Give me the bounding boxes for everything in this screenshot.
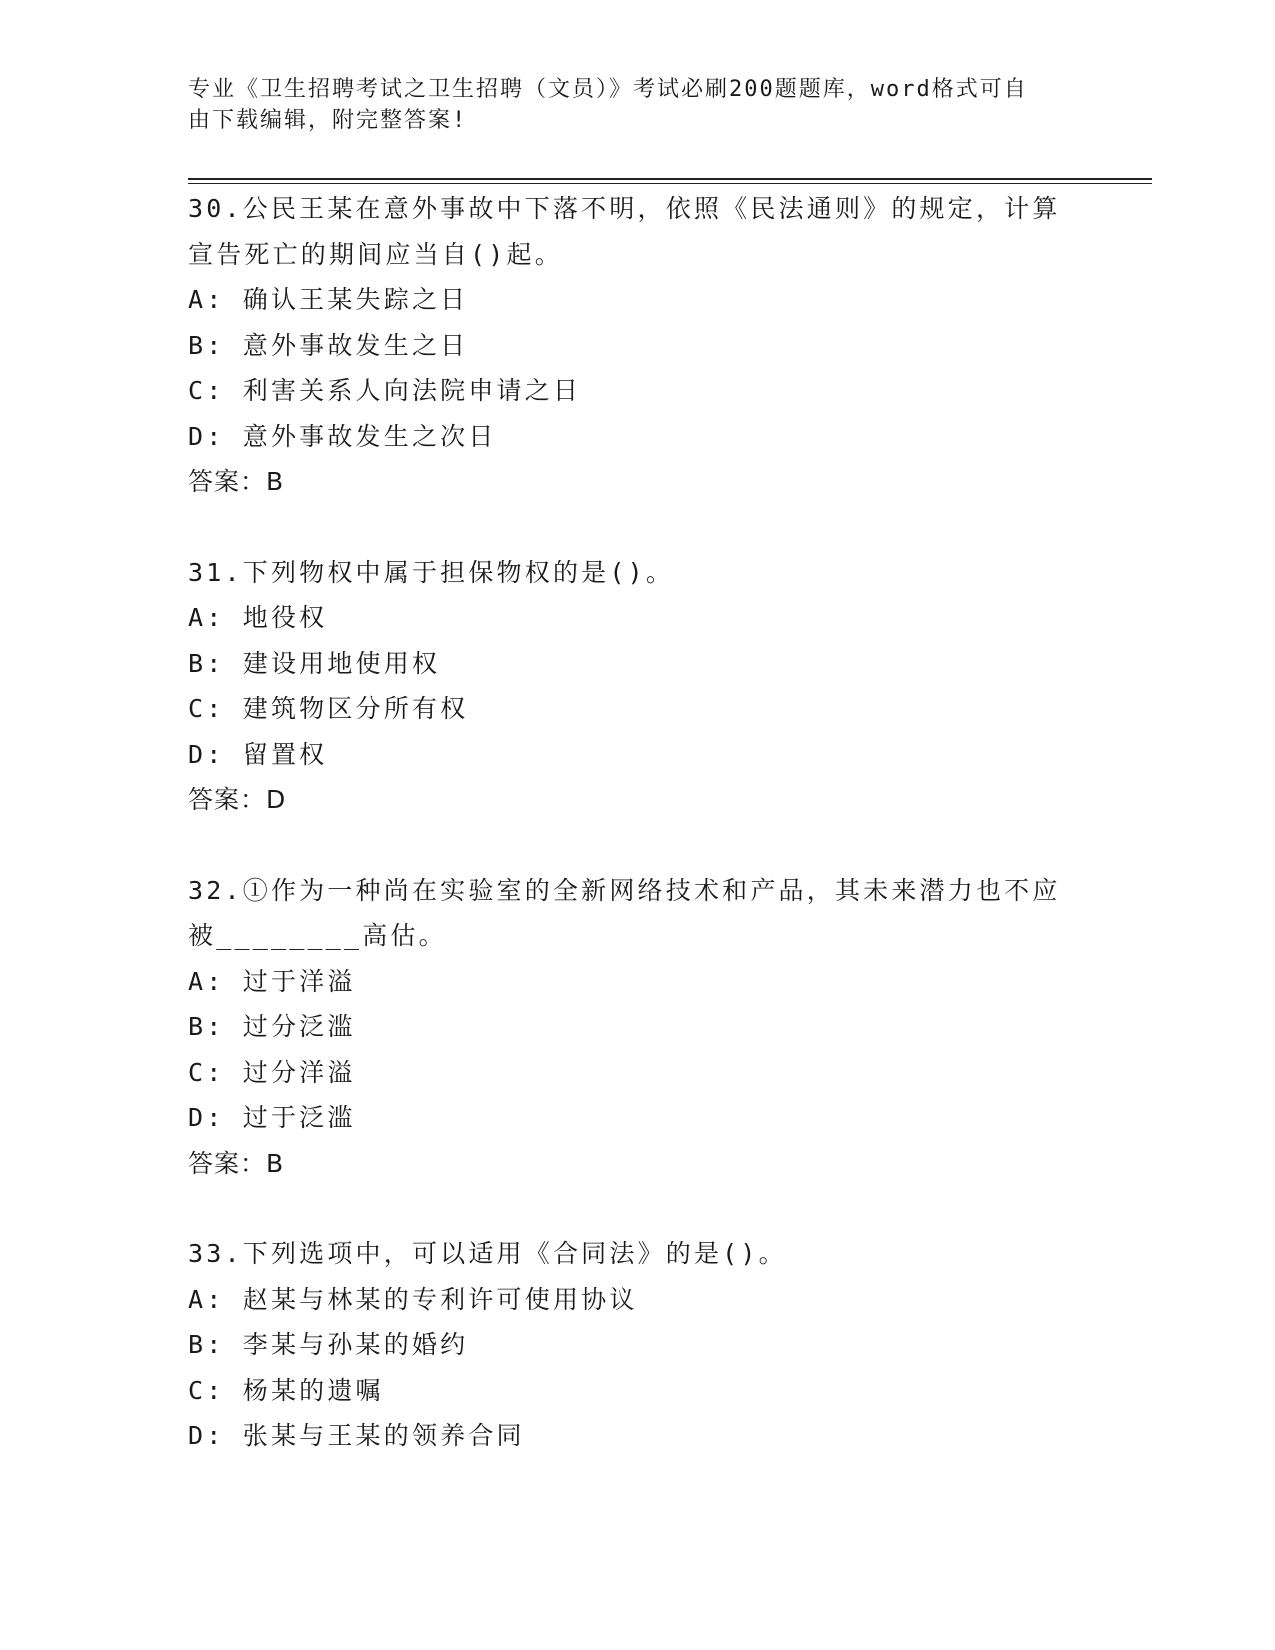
header-line-2: 由下载编辑，附完整答案! xyxy=(188,108,468,133)
option-b: B: 过分泛滥 xyxy=(188,1012,356,1041)
question-stem: 32.①作为一种尚在实验室的全新网络技术和产品，其未来潜力也不应 xyxy=(188,875,1061,905)
question-stem-continued: 宣告死亡的期间应当自()起。 xyxy=(188,239,563,269)
option-d: D: 过于泛滥 xyxy=(188,1103,356,1132)
option-a: A: 确认王某失踪之日 xyxy=(188,285,469,314)
option-a: A: 过于洋溢 xyxy=(188,966,356,996)
question-33 xyxy=(188,1231,1088,1459)
question-30 xyxy=(188,186,1088,505)
option-d: D: 留置权 xyxy=(188,739,328,769)
option-d: D: 意外事故发生之次日 xyxy=(188,421,497,451)
option-d: D: 张某与王某的领养合同 xyxy=(188,1421,525,1450)
option-c: C: 过分洋溢 xyxy=(188,1057,356,1087)
question-31 xyxy=(188,550,1088,823)
option-b: B: 建设用地使用权 xyxy=(188,648,441,678)
question-stem-continued: 被________高估。 xyxy=(188,921,447,950)
option-c: C: 杨某的遗嘱 xyxy=(188,1375,384,1405)
header-line-1: 专业《卫生招聘考试之卫生招聘（文员）》考试必刷200题题库，word格式可自 xyxy=(188,77,1028,102)
question-stem: 33.下列选项中，可以适用《合同法》的是()。 xyxy=(188,1239,787,1268)
answer-text: 答案：D xyxy=(188,785,287,814)
question-list xyxy=(188,186,1088,1504)
option-c: C: 建筑物区分所有权 xyxy=(188,694,469,723)
option-b: B: 李某与孙某的婚约 xyxy=(188,1330,469,1359)
answer-text: 答案：B xyxy=(188,467,285,496)
answer-text: 答案：B xyxy=(188,1148,285,1178)
option-b: B: 意外事故发生之日 xyxy=(188,330,469,360)
document-header xyxy=(188,74,1068,136)
question-stem: 31.下列物权中属于担保物权的是()。 xyxy=(188,557,675,587)
question-32 xyxy=(188,868,1088,1187)
option-c: C: 利害关系人向法院申请之日 xyxy=(188,376,582,405)
header-divider-thick xyxy=(188,178,1152,180)
option-a: A: 赵某与林某的专利许可使用协议 xyxy=(188,1284,638,1314)
option-a: A: 地役权 xyxy=(188,603,328,632)
question-stem: 30.公民王某在意外事故中下落不明，依照《民法通则》的规定，计算 xyxy=(188,194,1061,223)
header-divider-thin xyxy=(188,183,1152,184)
